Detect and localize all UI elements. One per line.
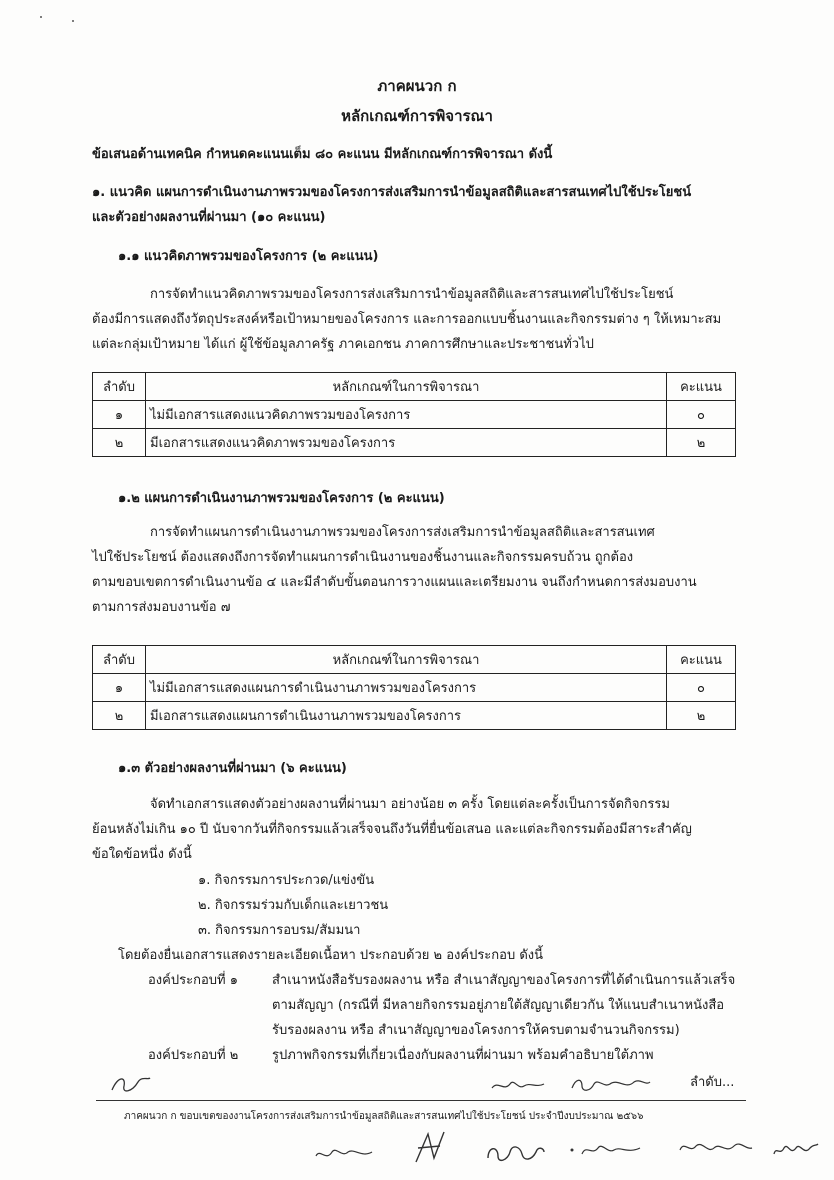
cell-order: ๒ (93, 702, 146, 730)
header-score: คะแนน (667, 646, 736, 674)
criteria-table-1 (92, 372, 736, 457)
header-order: ลำดับ (93, 373, 146, 401)
sub11-para-line: แต่ละกลุ่มเป้าหมาย ได้แก่ ผู้ใช้ข้อมูลภาครัฐ ภาคเอกชน ภาคการศึกษาและประชาชนทั่วไป (92, 337, 594, 352)
continuation-marker: ลำดับ... (690, 1075, 735, 1090)
sub12-para-line: ตามขอบเขตการดำเนินงานข้อ ๔ และมีลำดับขั้นตอนการวางแผนและเตรียมงาน จนถึงกำหนดการส่งมอบงาน (92, 575, 697, 590)
handwritten-signature (770, 1136, 820, 1162)
page-title: ภาคผนวก ก (377, 77, 457, 95)
section1-heading-line2: และตัวอย่างผลงานที่ผ่านมา (๑๐ คะแนน) (92, 210, 326, 225)
sub13-para-line: ย้อนหลังไม่เกิน ๑๐ ปี นับจากวันที่กิจกรรมแล้วเสร็จจนถึงวันที่ยื่นข้อเสนอ และแต่ละกิจกรรมต้องมีสาระสำคัญ (92, 822, 692, 837)
header-order: ลำดับ (93, 646, 146, 674)
table-row (93, 401, 736, 429)
cell-score: ๐ (667, 674, 736, 702)
table-header-row (93, 373, 736, 401)
handwritten-signature (312, 1140, 376, 1166)
table-row (93, 674, 736, 702)
criteria-table-2 (92, 645, 736, 730)
handwritten-signature (568, 1072, 654, 1096)
handwritten-signature (484, 1138, 548, 1166)
sub12-para-line: การจัดทำแผนการดำเนินงานภาพรวมของโครงการส่งเสริมการนำข้อมูลสถิติและสารสนเทศ (150, 525, 655, 540)
header-criteria: หลักเกณฑ์ในการพิจารณา (146, 373, 667, 401)
page-subtitle: หลักเกณฑ์การพิจารณา (341, 107, 493, 125)
sub11-para-line: การจัดทำแนวคิดภาพรวมของโครงการส่งเสริมการนำข้อมูลสถิติและสารสนเทศไปใช้ประโยชน์ (150, 287, 674, 302)
component-line: ตามสัญญา (กรณีที่ มีหลายกิจกรรมอยู่ภายใต้สัญญาเดียวกัน ให้แนบสำเนาหนังสือ (272, 998, 725, 1013)
component-line: รับรองผลงาน หรือ สำเนาสัญญาของโครงการให้ครบตามจำนวนกิจกรรม) (272, 1023, 680, 1038)
sub12-para-line: ไปใช้ประโยชน์ ต้องแสดงถึงการจัดทำแผนการดำเนินงานของชิ้นงานและกิจกรรมครบถ้วน ถูกต้อง (92, 550, 634, 565)
handwritten-signature (108, 1072, 154, 1096)
handwritten-signature (488, 1074, 548, 1096)
page-footer: ภาคผนวก ก ขอบเขตของงานโครงการส่งเสริมการนำข้อมูลสถิติและสารสนเทศไปใช้ประโยชน์ ประจำปีงบประมาณ ๒๕๖๖ (124, 1111, 644, 1122)
cell-criteria: มีเอกสารแสดงแนวคิดภาพรวมของโครงการ (146, 429, 667, 457)
handwritten-signature (568, 1138, 646, 1162)
cell-criteria: ไม่มีเอกสารแสดงแนวคิดภาพรวมของโครงการ (146, 401, 667, 429)
table-row (93, 702, 736, 730)
activity-list-item: ๓. กิจกรรมการอบรม/สัมมนา (198, 923, 361, 938)
cell-score: ๒ (667, 429, 736, 457)
sub13-heading: ๑.๓ ตัวอย่างผลงานที่ผ่านมา (๖ คะแนน) (118, 761, 347, 776)
section1-heading-line1: ๑. แนวคิด แผนการดำเนินงานภาพรวมของโครงการส่งเสริมการนำข้อมูลสถิติและสารสนเทศไปใช้ประโยชน์ (92, 185, 692, 200)
intro-text: ข้อเสนอด้านเทคนิค กำหนดคะแนนเต็ม ๘๐ คะแนน มีหลักเกณฑ์การพิจารณา ดังนี้ (92, 147, 553, 162)
cell-criteria: ไม่มีเอกสารแสดงแผนการดำเนินงานภาพรวมของโครงการ (146, 674, 667, 702)
component-label: องค์ประกอบที่ ๒ (148, 1048, 239, 1063)
header-score: คะแนน (667, 373, 736, 401)
sub12-para-line: ตามการส่งมอบงานข้อ ๗ (92, 600, 231, 615)
cell-order: ๑ (93, 401, 146, 429)
table-header-row (93, 646, 736, 674)
header-criteria: หลักเกณฑ์ในการพิจารณา (146, 646, 667, 674)
handwritten-signature (410, 1128, 450, 1168)
submit-instruction: โดยต้องยื่นเอกสารแสดงรายละเอียดเนื้อหา ประกอบด้วย ๒ องค์ประกอบ ดังนี้ (118, 948, 544, 963)
cell-order: ๒ (93, 429, 146, 457)
scan-speck (72, 20, 74, 22)
handwritten-signature (676, 1136, 756, 1160)
cell-criteria: มีเอกสารแสดงแผนการดำเนินงานภาพรวมของโครงการ (146, 702, 667, 730)
scan-speck (40, 16, 42, 18)
sub11-heading: ๑.๑ แนวคิดภาพรวมของโครงการ (๒ คะแนน) (118, 249, 379, 264)
sub12-heading: ๑.๒ แผนการดำเนินงานภาพรวมของโครงการ (๒ คะแนน) (118, 491, 445, 506)
component-line: รูปภาพกิจกรรมที่เกี่ยวเนื่องกับผลงานที่ผ่านมา พร้อมคำอธิบายใต้ภาพ (272, 1048, 654, 1063)
cell-score: ๒ (667, 702, 736, 730)
sub13-para-line: จัดทำเอกสารแสดงตัวอย่างผลงานที่ผ่านมา อย่างน้อย ๓ ครั้ง โดยแต่ละครั้งเป็นการจัดกิจกรรม (150, 797, 670, 812)
footer-divider (96, 1100, 746, 1101)
sub11-para-line: ต้องมีการแสดงถึงวัตถุประสงค์หรือเป้าหมายของโครงการ และการออกแบบชิ้นงานและกิจกรรมต่าง ๆ ให้เหมาะสม (92, 312, 722, 327)
table-row (93, 429, 736, 457)
component-line: สำเนาหนังสือรับรองผลงาน หรือ สำเนาสัญญาของโครงการที่ได้ดำเนินการแล้วเสร็จ (272, 973, 736, 988)
sub13-para-line: ข้อใดข้อหนึ่ง ดังนี้ (92, 847, 192, 862)
component-label: องค์ประกอบที่ ๑ (148, 973, 238, 988)
cell-score: ๐ (667, 401, 736, 429)
cell-order: ๑ (93, 674, 146, 702)
activity-list-item: ๒. กิจกรรมร่วมกับเด็กและเยาวชน (198, 898, 389, 913)
activity-list-item: ๑. กิจกรรมการประกวด/แข่งขัน (198, 873, 375, 888)
